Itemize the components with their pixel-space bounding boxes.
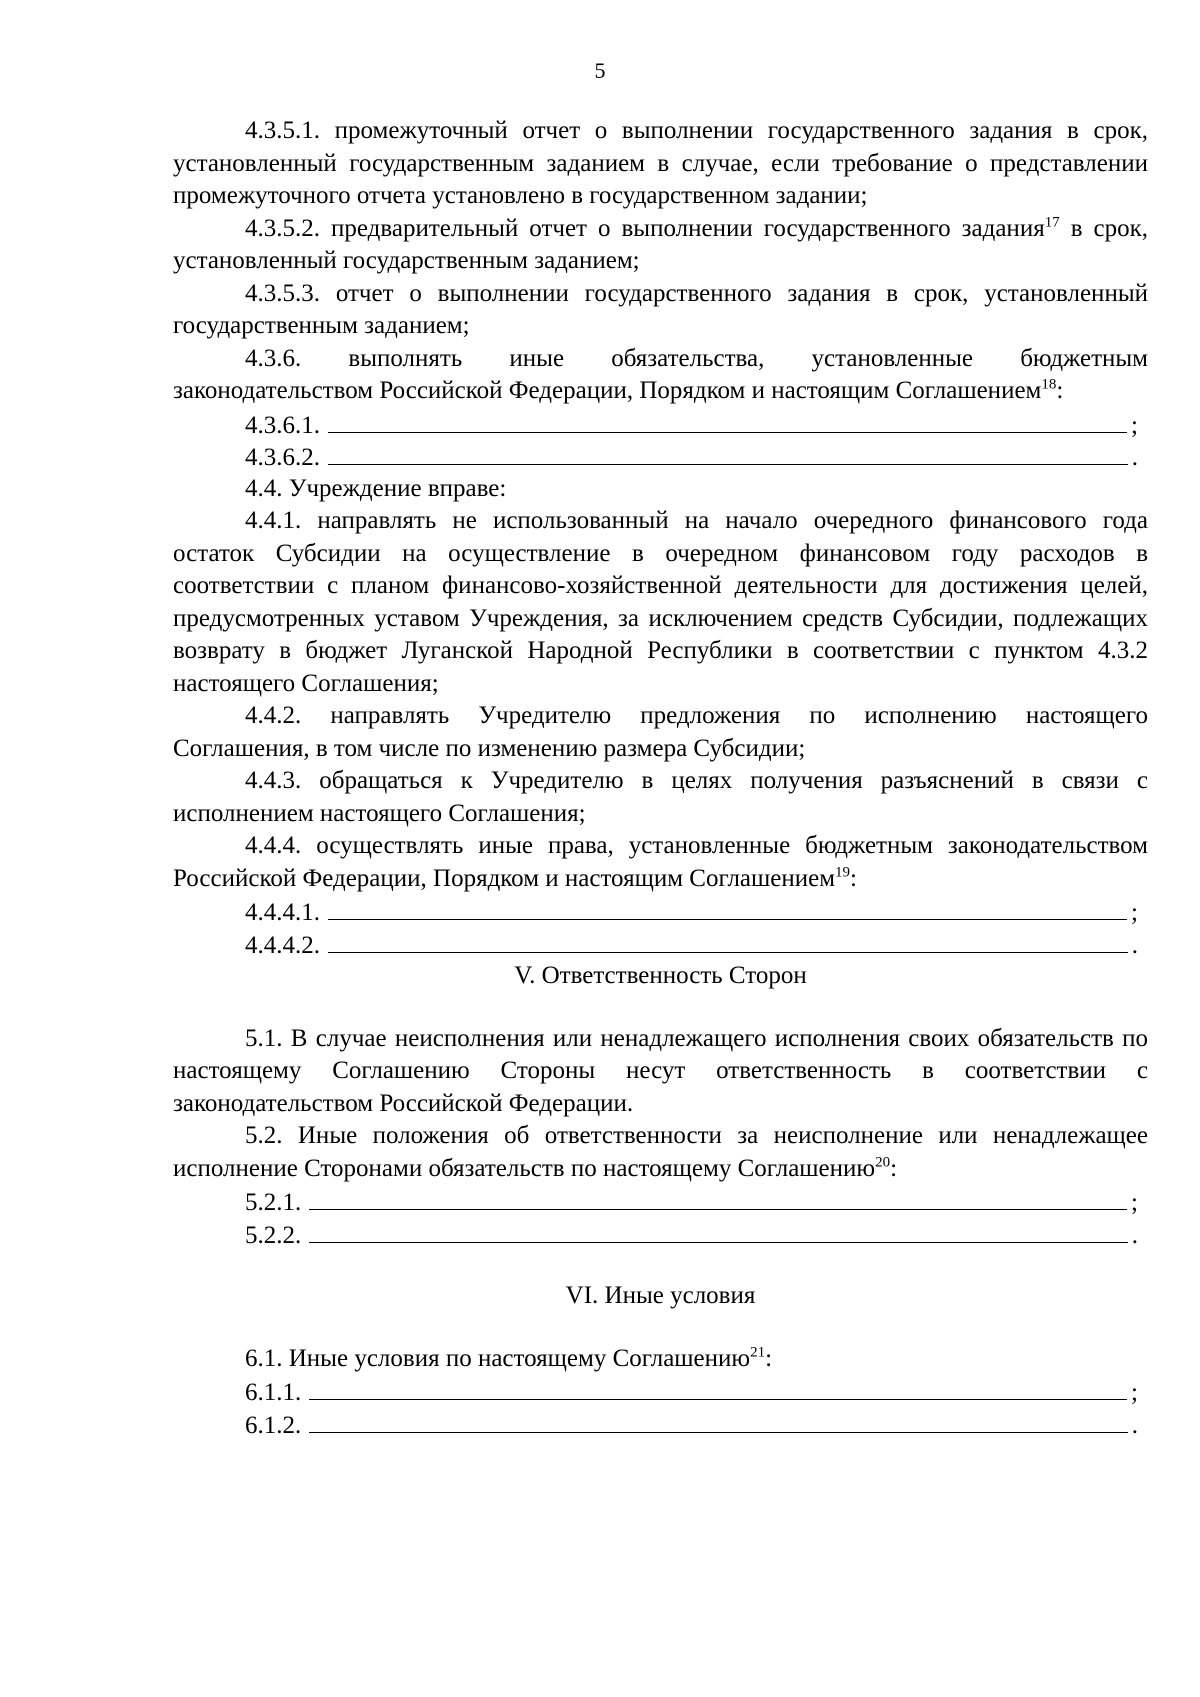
clause-4-4: 4.4. Учреждение вправе:: [245, 474, 507, 502]
clause-text-tail: в срок, установленный государственным заданием;: [173, 214, 1149, 274]
clause-text: 4.3.6. выполнять иные обязательства, установленные бюджетным законодательством Российской Федерации, Порядком и настоящим Соглашением: [173, 344, 1148, 404]
fill-line-6-1-2[interactable]: [173, 1408, 1148, 1441]
page-number: 5: [594, 58, 606, 83]
fill-end: ;: [1131, 899, 1138, 926]
fill-line-4-3-6-2[interactable]: [173, 440, 1148, 473]
fill-end: .: [1131, 444, 1138, 471]
clause-colon: :: [890, 1154, 898, 1182]
fill-line-4-3-6-1[interactable]: [173, 408, 1148, 441]
clause-text: 5.2. Иные положения об ответственности за неисполнение или ненадлежащее исполнение Сторонами обязательств по настоящему Соглашению: [173, 1122, 1148, 1182]
blank-line[interactable]: [309, 1375, 1127, 1400]
fill-number: 6.1.2.: [245, 1411, 302, 1439]
fill-end: .: [1131, 1411, 1138, 1439]
fill-number: 6.1.1.: [245, 1379, 302, 1406]
clause-text: 4.4.4. осуществлять иные права, установленные бюджетным законодательством Российской Федерации, Порядком и настоящим Соглашением: [173, 832, 1148, 892]
blank-line[interactable]: [309, 1185, 1127, 1210]
section-heading-6: VI. Иные условия: [565, 1282, 756, 1309]
fill-line-5-2-1[interactable]: [173, 1185, 1148, 1218]
footnote-ref: 20: [875, 1154, 891, 1171]
clause-6-1: [173, 1343, 1148, 1376]
blank-line[interactable]: [328, 440, 1128, 465]
clause-4-3-5-2: [173, 213, 1148, 278]
fill-line-5-2-2[interactable]: [173, 1218, 1148, 1251]
spacer: [173, 1313, 1148, 1343]
clause-4-3-5-1: 4.3.5.1. промежуточный отчет о выполнении государственного задания в срок, установленный государственным заданием в случае, если требование о представлении промежуточного отчета установлено в государственном задании;: [173, 117, 1148, 209]
clause-4-3-5-3: 4.3.5.3. отчет о выполнении государственного задания в срок, установленный государственным заданием;: [173, 279, 1148, 339]
fill-end: ;: [1131, 411, 1138, 439]
fill-number: 4.3.6.1.: [245, 411, 320, 439]
fill-end: .: [1131, 931, 1138, 959]
fill-line-4-4-4-1[interactable]: [173, 895, 1148, 928]
clause-text: 6.1. Иные условия по настоящему Соглашению: [245, 1344, 751, 1372]
fill-number: 4.3.6.2.: [245, 444, 320, 471]
clause-colon: :: [765, 1344, 773, 1372]
fill-number: 5.2.2.: [245, 1221, 302, 1249]
footnote-ref: 18: [1041, 376, 1057, 393]
clause-colon: :: [850, 864, 857, 892]
section-heading-5: V. Ответственность Сторон: [514, 962, 807, 989]
clause-text: 4.3.5.2. предварительный отчет о выполнении государственного задания: [245, 214, 1045, 242]
fill-end: ;: [1131, 1189, 1138, 1216]
footnote-ref: 19: [835, 864, 851, 881]
clause-4-4-4: [173, 830, 1148, 895]
clause-4-3-6: [173, 343, 1148, 408]
clause-colon: :: [1056, 377, 1064, 404]
clause-4-4-3: 4.4.3. обращаться к Учредителю в целях получения разъяснений в связи с исполнением настоящего Соглашения;: [173, 767, 1148, 827]
footnote-ref: 21: [750, 1344, 766, 1361]
fill-end: .: [1131, 1221, 1138, 1249]
clause-5-2: [173, 1120, 1148, 1185]
fill-line-6-1-1[interactable]: [173, 1375, 1148, 1408]
clause-4-4-2: 4.4.2. направлять Учредителю предложения по исполнению настоящего Соглашения, в том числе по изменению размера Субсидии;: [173, 702, 1148, 762]
blank-line[interactable]: [328, 928, 1128, 953]
fill-number: 4.4.4.2.: [245, 931, 320, 959]
fill-number: 5.2.1.: [245, 1189, 302, 1216]
blank-line[interactable]: [328, 895, 1127, 920]
clause-5-1: 5.1. В случае неисполнения или ненадлежащего исполнения своих обязательств по настоящему Соглашению Стороны несут ответственность в соответствии с законодательством Российской Федерации.: [173, 1024, 1148, 1117]
footnote-ref: 17: [1044, 214, 1060, 231]
spacer: [173, 993, 1148, 1023]
blank-line[interactable]: [309, 1218, 1128, 1243]
fill-line-4-4-4-2[interactable]: [173, 928, 1148, 961]
fill-number: 4.4.4.1.: [245, 899, 320, 926]
blank-line[interactable]: [309, 1408, 1128, 1433]
document-body: [173, 115, 1148, 1440]
spacer: [173, 1250, 1148, 1280]
clause-4-4-1: 4.4.1. направлять не использованный на начало очередного финансового года остаток Субсидии на осуществление в очередном финансовом году расходов в соответствии с планом финансово-хозяйственной деятельности для достижения целей, предусмотренных уставом Учреждения, за исключением средств Субсидии, подлежащих возврату в бюджет Луганской Народной Республики в соответствии с пунктом 4.3.2 настоящего Соглашения;: [173, 507, 1148, 697]
fill-end: ;: [1131, 1379, 1138, 1406]
blank-line[interactable]: [328, 408, 1127, 433]
